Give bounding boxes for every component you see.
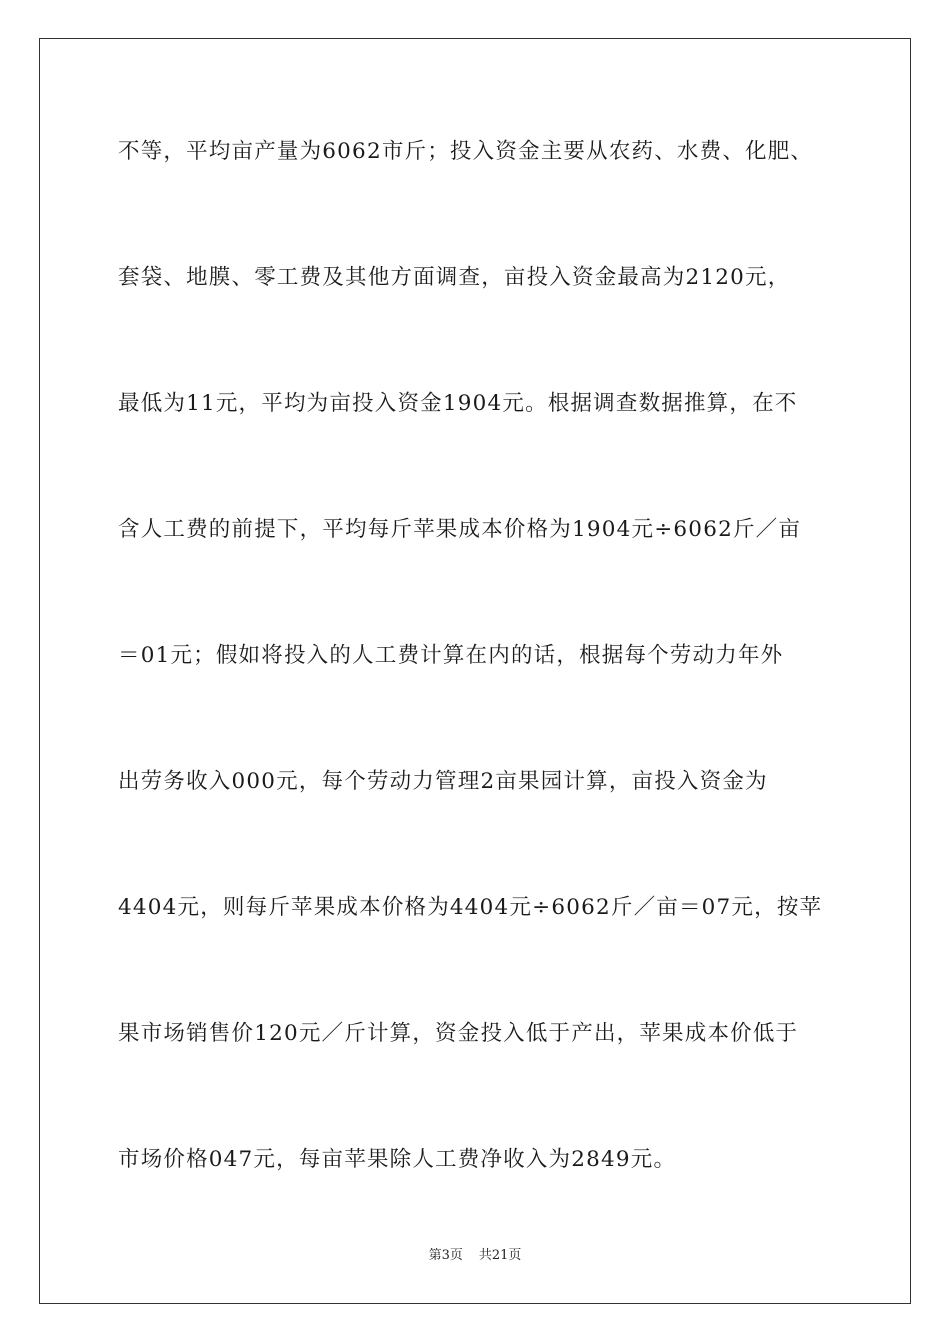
page-footer — [0, 1244, 950, 1263]
text-line-7: 4404元，则每斤苹果成本价格为4404元÷6062斤／亩＝07元，按苹 — [118, 895, 823, 920]
text-line-9: 市场价格047元，每亩苹果除人工费净收入为2849元。 — [118, 1147, 677, 1172]
body-text — [118, 126, 853, 1260]
text-line-3: 最低为11元，平均为亩投入资金1904元。根据调查数据推算，在不 — [118, 391, 798, 416]
page-number: 第3页 — [428, 1248, 463, 1263]
text-line-4: 含人工费的前提下，平均每斤苹果成本价格为1904元÷6062斤／亩 — [118, 517, 802, 542]
text-line-8: 果市场销售价120元／斤计算，资金投入低于产出，苹果成本价低于 — [118, 1021, 799, 1046]
total-pages: 共21页 — [478, 1248, 522, 1263]
text-line-1: 不等，平均亩产量为6062市斤；投入资金主要从农药、水费、化肥、 — [118, 139, 814, 164]
text-line-2: 套袋、地膜、零工费及其他方面调查，亩投入资金最高为2120元， — [118, 265, 791, 290]
text-line-5: ＝01元；假如将投入的人工费计算在内的话，根据每个劳动力年外 — [118, 643, 784, 668]
text-line-6: 出劳务收入000元，每个劳动力管理2亩果园计算，亩投入资金为 — [118, 769, 768, 794]
